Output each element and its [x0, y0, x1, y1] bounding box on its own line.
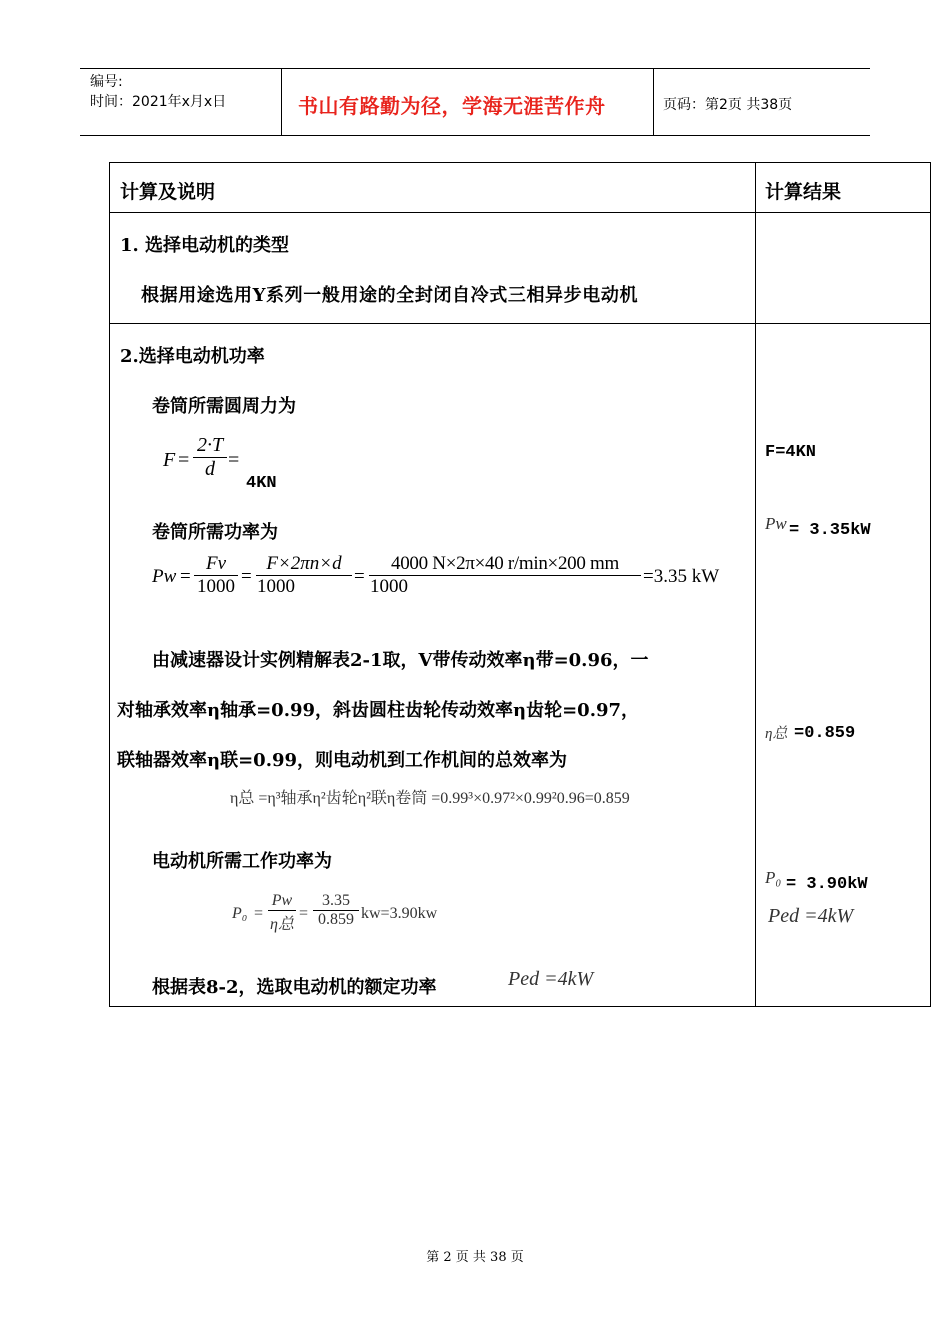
pw-equals-2: =: [241, 566, 252, 587]
p0-fraction-2-num: 3.35: [322, 892, 350, 909]
p0-fraction-1-den: η总: [270, 916, 294, 933]
result-eta-value: =0.859: [794, 724, 856, 743]
pw-fraction-3: [369, 553, 641, 598]
section1-text: 根据用途选用Y系列一般用途的全封闭自冷式三相异步电动机: [141, 285, 639, 306]
drum-power-label: 卷筒所需功率为: [152, 522, 278, 543]
fraction-bar: [369, 575, 641, 576]
result-p0-symbol: P₀: [765, 868, 782, 887]
efficiency-line-2: 对轴承效率η轴承=0.99，斜齿圆柱齿轮传动效率η齿轮=0.97，: [117, 700, 640, 721]
force-value: 4KN: [246, 474, 277, 493]
header-motto: 书山有路勤为径，学海无涯苦作舟: [298, 94, 606, 118]
table-header-rule: [109, 212, 931, 213]
result-pw-symbol: Pw: [765, 514, 787, 533]
efficiency-line-3: 联轴器效率η联=0.99，则电动机到工作机间的总效率为: [117, 750, 568, 771]
pw-fraction-3-num: 4000 N×2π×40 r/min×200 mm: [391, 553, 619, 574]
pw-fraction-2-den: 1000: [257, 576, 295, 597]
pw-fraction-2-num: F×2πn×d: [266, 553, 342, 574]
force-symbol: F: [163, 449, 176, 471]
p0-fraction-1-num: Pw: [271, 892, 293, 909]
header-page-label: 页码：第2页 共38页: [663, 97, 793, 113]
force-numerator: 2·T: [196, 434, 224, 456]
section1-title: 1. 选择电动机的类型: [120, 235, 290, 256]
result-pw-value: = 3.35kW: [789, 521, 871, 540]
motor-power-label: 电动机所需工作功率为: [152, 851, 332, 872]
p0-fraction-2: [313, 892, 359, 929]
header-code-label: 编号:: [90, 74, 123, 90]
table-column-divider: [755, 162, 756, 1007]
result-eta-symbol: η总: [765, 726, 788, 742]
total-efficiency-formula: η总 =η³轴承η²齿轮η²联η卷筒 =0.99³×0.97²×0.99²0.96=0.859: [230, 790, 630, 807]
pw-equals-1: =: [180, 566, 191, 587]
header-bottom-rule: [80, 135, 870, 136]
result-force: F=4KN: [765, 443, 817, 462]
p0-result: kw=3.90kw: [361, 905, 438, 922]
table-section-rule: [109, 323, 931, 324]
result-ped: Ped =4kW: [768, 905, 854, 927]
drum-force-label: 卷筒所需圆周力为: [152, 396, 296, 417]
footer-page-number: 第 2 页 共 38 页: [426, 1250, 524, 1265]
pw-fraction-3-den: 1000: [370, 576, 408, 597]
pw-fraction-2: [256, 553, 352, 598]
force-equals-2: =: [228, 449, 240, 471]
pw-fraction-1: [194, 553, 238, 598]
header-top-rule: [80, 68, 870, 69]
header-time-label: 时间：2021年x月x日: [90, 94, 227, 110]
pw-equals-3: =: [354, 566, 365, 587]
pw-symbol: Pw: [152, 566, 177, 587]
section2-title: 2.选择电动机功率: [120, 346, 265, 367]
force-denominator: d: [205, 458, 215, 480]
p0-fraction-2-den: 0.859: [318, 911, 354, 928]
rated-power-value: Ped =4kW: [508, 968, 594, 990]
force-equals: =: [178, 449, 190, 471]
column-header-right: 计算结果: [765, 181, 842, 203]
column-header-left: 计算及说明: [120, 181, 216, 203]
p0-fraction-1: [268, 892, 296, 934]
pw-fraction-1-den: 1000: [197, 576, 235, 597]
p0-equals-2: =: [299, 905, 309, 922]
header-divider-left: [281, 68, 282, 135]
pw-result: =3.35 kW: [643, 566, 720, 587]
p0-symbol: P₀: [232, 905, 248, 922]
rated-power-label: 根据表8-2，选取电动机的额定功率: [152, 977, 437, 998]
result-p0-value: = 3.90kW: [786, 875, 868, 894]
force-fraction: [193, 434, 227, 481]
efficiency-line-1: 由减速器设计实例精解表2-1取，V带传动效率η带=0.96，一: [152, 650, 649, 671]
header-divider-right: [653, 68, 654, 135]
pw-fraction-1-num: Fv: [205, 553, 227, 574]
p0-equals: =: [254, 905, 264, 922]
